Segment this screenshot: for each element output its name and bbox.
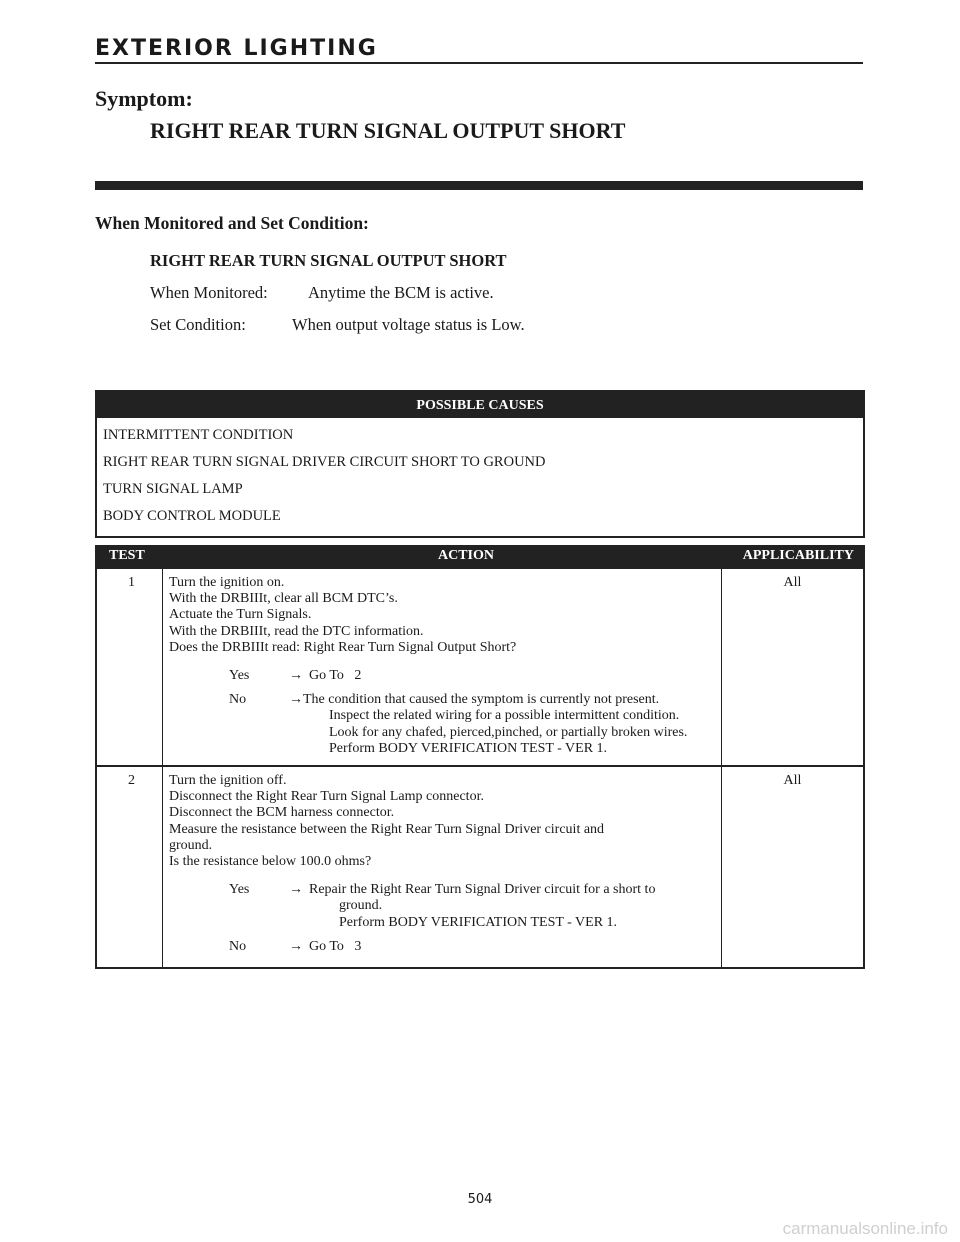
watermark: carmanualsonline.info bbox=[782, 1219, 948, 1238]
no-label: No bbox=[229, 692, 247, 708]
branch-line: Look for any chafed, pierced,pinched, or partially broken wires. bbox=[329, 724, 688, 740]
action-step: Does the DRBIIIt read: Right Rear Turn Signal Output Short? bbox=[169, 639, 517, 655]
header-applicability: APPLICABILITY bbox=[742, 548, 854, 563]
test-row bbox=[97, 567, 863, 765]
test-table bbox=[95, 545, 865, 969]
yes-branch bbox=[169, 882, 715, 931]
title-rule bbox=[95, 62, 863, 64]
symptom-label: Symptom: bbox=[95, 86, 193, 111]
action-step: Turn the ignition off. bbox=[169, 773, 287, 789]
when-monitored-heading: When Monitored and Set Condition: bbox=[95, 213, 369, 233]
test-table-header bbox=[97, 545, 863, 567]
arrow-icon: → bbox=[289, 938, 303, 954]
action-step: ground. bbox=[169, 837, 213, 853]
no-branch bbox=[169, 692, 715, 757]
set-condition-line bbox=[150, 315, 525, 335]
no-label: No bbox=[229, 938, 247, 954]
when-monitored-value: Anytime the BCM is active. bbox=[308, 283, 494, 302]
test-number: 1 bbox=[97, 569, 163, 765]
divider-bar bbox=[95, 181, 863, 190]
set-condition-value: When output voltage status is Low. bbox=[292, 315, 525, 334]
action-step: Actuate the Turn Signals. bbox=[169, 607, 312, 623]
test-row bbox=[97, 765, 863, 967]
action-step: With the DRBIIIt, read the DTC information. bbox=[169, 623, 424, 639]
test-action bbox=[163, 767, 722, 967]
branch-line: Repair the Right Rear Turn Signal Driver circuit for a short to bbox=[309, 882, 656, 898]
test-action bbox=[163, 569, 722, 765]
action-step: Disconnect the Right Rear Turn Signal Lamp connector. bbox=[169, 789, 484, 805]
arrow-icon: → bbox=[289, 882, 303, 898]
branch-line: Go To 3 bbox=[309, 938, 362, 954]
branch-line: Go To 2 bbox=[309, 668, 362, 684]
branch-line: Perform BODY VERIFICATION TEST - VER 1. bbox=[329, 740, 608, 756]
action-step: Turn the ignition on. bbox=[169, 575, 285, 590]
branch-line: The condition that caused the symptom is currently not present. bbox=[303, 692, 660, 708]
cause-item: TURN SIGNAL LAMP bbox=[103, 481, 243, 497]
section-title: EXTERIOR LIGHTING bbox=[95, 36, 378, 61]
set-condition-label: Set Condition: bbox=[150, 315, 246, 334]
action-step: With the DRBIIIt, clear all BCM DTC’s. bbox=[169, 591, 398, 607]
test-applicability: All bbox=[783, 575, 802, 590]
yes-branch bbox=[169, 668, 715, 684]
yes-label: Yes bbox=[229, 668, 250, 684]
action-step: Disconnect the BCM harness connector. bbox=[169, 805, 395, 821]
when-monitored-label: When Monitored: bbox=[150, 283, 268, 302]
arrow-icon: → bbox=[289, 692, 303, 708]
arrow-icon: → bbox=[289, 668, 303, 684]
branch-line: Inspect the related wiring for a possible intermittent condition. bbox=[329, 708, 680, 724]
action-step: Is the resistance below 100.0 ohms? bbox=[169, 854, 372, 870]
possible-causes-heading: POSSIBLE CAUSES bbox=[97, 392, 863, 418]
page-number: 504 bbox=[467, 1192, 493, 1207]
no-branch bbox=[169, 939, 715, 955]
action-step: Measure the resistance between the Right Rear Turn Signal Driver circuit and bbox=[169, 821, 605, 837]
test-number: 2 bbox=[97, 767, 163, 967]
header-test: TEST bbox=[109, 548, 145, 563]
test-applicability: All bbox=[783, 773, 802, 789]
cause-item: INTERMITTENT CONDITION bbox=[103, 427, 294, 443]
possible-causes-table bbox=[95, 390, 865, 538]
yes-label: Yes bbox=[229, 882, 250, 898]
header-action: ACTION bbox=[438, 548, 495, 563]
when-monitored-dtc-name: RIGHT REAR TURN SIGNAL OUTPUT SHORT bbox=[150, 251, 507, 270]
possible-causes-list bbox=[97, 418, 863, 536]
symptom-name: RIGHT REAR TURN SIGNAL OUTPUT SHORT bbox=[150, 118, 626, 143]
when-monitored-line bbox=[150, 283, 494, 303]
cause-item: RIGHT REAR TURN SIGNAL DRIVER CIRCUIT SHORT TO GROUND bbox=[103, 454, 546, 470]
branch-line: ground. bbox=[339, 898, 383, 914]
branch-line: Perform BODY VERIFICATION TEST - VER 1. bbox=[339, 914, 618, 930]
cause-item: BODY CONTROL MODULE bbox=[103, 508, 281, 524]
